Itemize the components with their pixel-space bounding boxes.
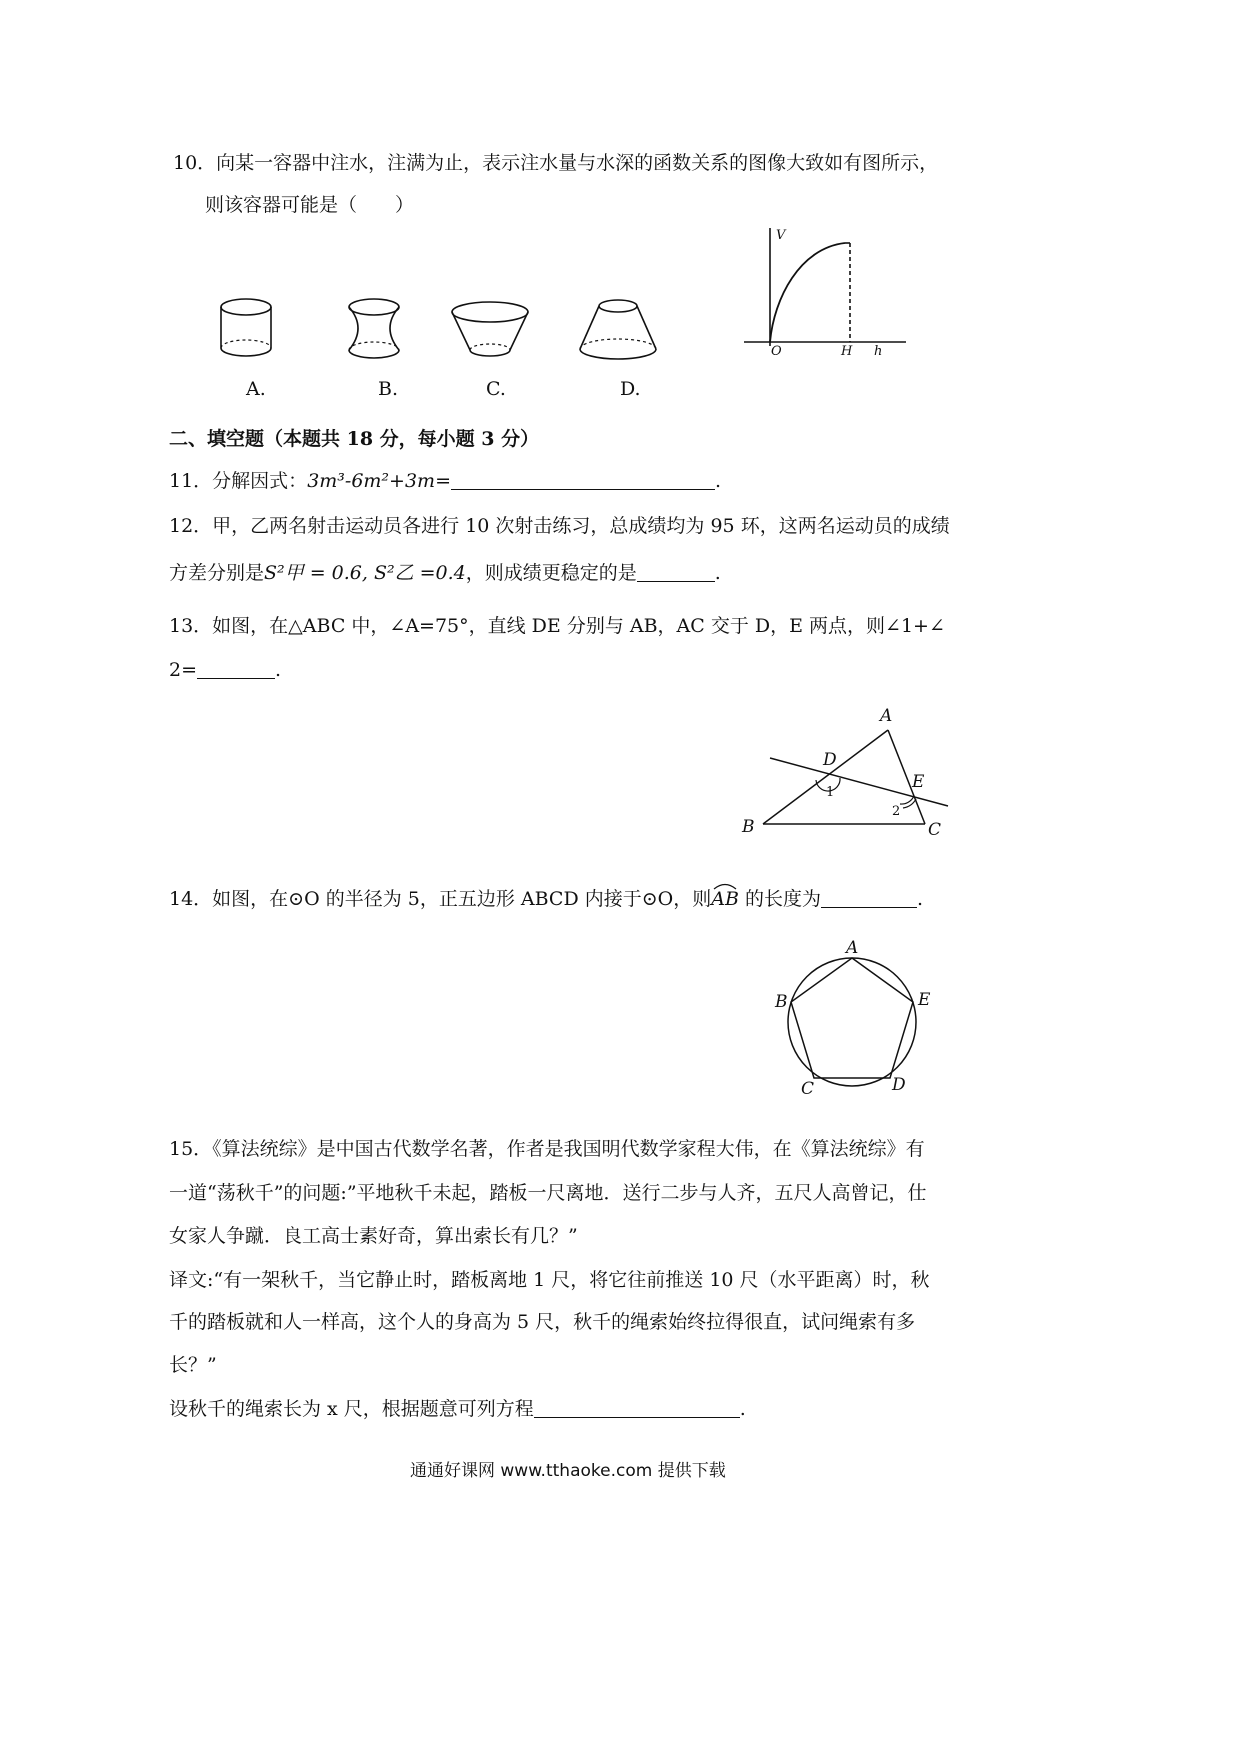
q12-answer-blank[interactable]	[637, 561, 715, 582]
volume-depth-graph	[740, 228, 910, 358]
tri-label-d: D	[823, 750, 837, 770]
q12-line2-prefix: 方差分别是	[169, 562, 265, 584]
q15-line7	[169, 1394, 746, 1421]
q15-line7-text: 设秋千的绳索长为 x 尺，根据题意可列方程	[169, 1398, 534, 1420]
pent-label-d: D	[892, 1075, 906, 1095]
tri-label-a: A	[880, 706, 893, 726]
pent-label-a: A	[846, 938, 859, 958]
q10-line1: 10．向某一容器中注水，注满为止，表示注水量与水深的函数关系的图像大致如有图所示，	[173, 152, 939, 174]
q15-answer-blank[interactable]	[534, 1397, 740, 1418]
q14-suffix: 的长度为	[738, 888, 821, 910]
q13-end: .	[275, 659, 282, 681]
q14-text: 14．如图，在⊙O 的半径为 5，正五边形 ABCD 内接于⊙O，则	[169, 888, 712, 910]
pentagon-circle-figure	[780, 950, 930, 1100]
q11-answer-blank[interactable]	[451, 469, 715, 490]
section-title: 二、填空题（本题共 18 分，每小题 3 分）	[169, 428, 540, 450]
option-a-label: A.	[246, 378, 266, 400]
q11-end: .	[715, 470, 722, 492]
q15-line4: 译文:“有一架秋千，当它静止时，踏板离地 1 尺，将它往前推送 10 尺（水平距离）时，秋	[169, 1269, 930, 1291]
q10-line2: 则该容器可能是（ ）	[205, 194, 415, 216]
graph-y-label: V	[776, 228, 786, 243]
option-d-label: D.	[620, 378, 641, 400]
option-c-label: C.	[486, 378, 506, 400]
pent-label-b: B	[775, 992, 788, 1012]
q12-end: .	[714, 562, 721, 584]
tri-angle-2-label: 2	[892, 804, 901, 819]
q11-prefix: 11．分解因式：	[169, 470, 308, 492]
option-d-figure	[578, 297, 658, 363]
triangle-figure	[700, 700, 960, 840]
q13-line1: 13．如图，在△ABC 中，∠A=75°，直线 DE 分别与 AB，AC 交于 D，E 两点，则∠1+∠	[169, 615, 945, 637]
q12-formula: S²甲 = 0.6, S²乙 =0.4	[264, 562, 466, 584]
q12-line1: 12．甲，乙两名射击运动员各进行 10 次射击练习，总成绩均为 95 环，这两名运动员的成绩	[169, 515, 950, 537]
option-b-figure	[345, 298, 405, 360]
q14-end: .	[916, 888, 924, 910]
tri-angle-1-label: 1	[826, 785, 835, 800]
pent-label-e: E	[918, 990, 931, 1010]
q14-answer-blank[interactable]	[821, 887, 917, 908]
q13-line2	[169, 658, 281, 681]
q15-line3: 女家人争蹴．良工高士素好奇，算出索长有几？”	[169, 1225, 578, 1247]
option-c-figure	[450, 300, 530, 360]
q11-expr: 3m³-6m²+3m=	[307, 470, 451, 492]
graph-x-label: h	[874, 344, 883, 359]
q11	[169, 466, 721, 493]
q15-line5: 千的踏板就和人一样高，这个人的身高为 5 尺，秋千的绳索始终拉得很直，试问绳索有多	[169, 1311, 916, 1333]
q14-arc-ab	[711, 888, 739, 910]
pent-label-c: C	[801, 1079, 815, 1099]
q14-arc-text: AB	[711, 888, 739, 910]
q14	[169, 884, 923, 911]
q13-line2-text: 2=	[169, 659, 198, 681]
graph-origin-label: O	[771, 344, 782, 359]
option-a-figure	[220, 298, 275, 358]
q13-answer-blank[interactable]	[197, 658, 275, 679]
tri-label-b: B	[742, 817, 755, 837]
graph-h-mark-label: H	[841, 344, 853, 359]
q15-line2: 一道“荡秋千”的问题:”平地秋千未起，踏板一尺离地．送行二步与人齐，五尺人高曾记，仕	[169, 1182, 927, 1204]
tri-label-e: E	[912, 772, 925, 792]
option-b-label: B.	[378, 378, 399, 400]
tri-label-c: C	[928, 820, 942, 840]
q12-line2-suffix: ，则成绩更稳定的是	[465, 562, 637, 584]
q15-line1: 15．《算法统综》是中国古代数学名著，作者是我国明代数学家程大伟，在《算法统综》有	[169, 1138, 925, 1160]
q15-line6: 长？”	[169, 1354, 217, 1376]
q15-end: .	[739, 1398, 746, 1420]
page-footer: 通通好课网 www.tthaoke.com 提供下载	[410, 1461, 726, 1481]
q12-line2	[169, 558, 721, 585]
